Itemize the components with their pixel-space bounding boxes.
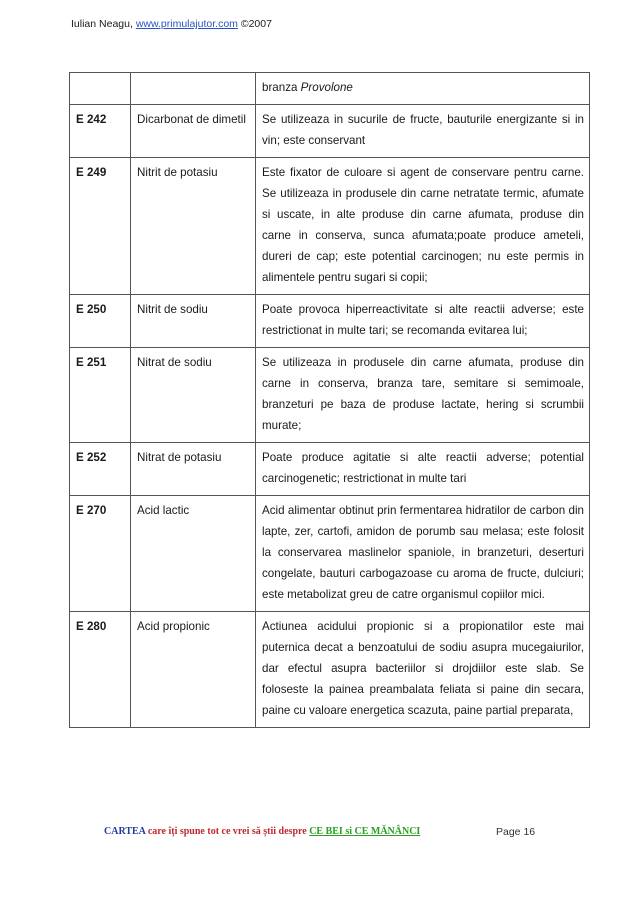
code-cell: E 252: [70, 443, 131, 496]
code-cell: [70, 73, 131, 105]
code-cell: E 242: [70, 105, 131, 158]
table-row: [70, 105, 590, 158]
code-cell: E 249: [70, 158, 131, 295]
copyright-text: ©2007: [240, 18, 272, 30]
author-name: Iulian Neagu,: [71, 18, 133, 30]
description-cell: Poate produce agitatie si alte reactii adverse; potential carcinogenetic; restrictionat in multe tari: [256, 443, 590, 496]
name-cell: Nitrit de potasiu: [131, 158, 256, 295]
page-number: Page 16: [496, 826, 536, 838]
book-title: CARTEA: [104, 826, 146, 837]
description-cell: Poate provoca hiperreactivitate si alte reactii adverse; este restrictionat in multe tari; se recomanda evitarea lui;: [256, 295, 590, 348]
table-row: [70, 348, 590, 443]
description-cell: Acid alimentar obtinut prin fermentarea hidratilor de carbon din lapte, zer, cartofi, amidon de porumb sau melasa; este folosit la conservarea maslinelor spaniole, in branzeturi, deserturi congelate, bauturi carbogazoase cu aroma de fructe, dulciuri; este metabolizat greu de catre organismul copiilor mici.: [256, 496, 590, 612]
table-row: [70, 496, 590, 612]
description-cell: Este fixator de culoare si agent de conservare pentru carne. Se utilizeaza in produsele din carne netratate termic, afumate si uscate, in alte produse din carne afumata, produse din carne in conserva, sunca afumata;poate produce ameteli, dureri de cap; este potential carcinogen; nu este permis in alimentele pentru sugari si copii;: [256, 158, 590, 295]
page-footer: [104, 826, 544, 837]
name-cell: Nitrat de potasiu: [131, 443, 256, 496]
table-row: [70, 295, 590, 348]
name-cell: Dicarbonat de dimetil: [131, 105, 256, 158]
table-row: [70, 158, 590, 295]
description-cell: Se utilizeaza in sucurile de fructe, bauturile energizante si in vin; este conservant: [256, 105, 590, 158]
table-row: [70, 443, 590, 496]
footer-link[interactable]: CE BEI si CE MĂNÂNCI: [309, 826, 421, 837]
website-link[interactable]: www.primulajutor.com: [135, 18, 238, 30]
name-cell: Acid lactic: [131, 496, 256, 612]
code-cell: E 250: [70, 295, 131, 348]
description-cell: Se utilizeaza in produsele din carne afumata, produse din carne in conserva, branza tare, semitare si semimoale, branzeturi pe baza de produse lactate, hering si scrumbii murate;: [256, 348, 590, 443]
footer-tagline: care îți spune tot ce vrei să știi despre: [145, 826, 310, 837]
page-header: [71, 18, 272, 30]
additives-table: [69, 72, 590, 728]
name-cell: Nitrat de sodiu: [131, 348, 256, 443]
description-cell: Actiunea acidului propionic si a propionatilor este mai puternica decat a benzoatului de sodiu asupra mucegaiurilor, dar efectul asupra bacteriilor si drojdiilor este slab. Se foloseste la painea preambalata feliata si paine din secara, paine cu valoare energetica scazuta, paine partial preparata,: [256, 612, 590, 728]
code-cell: E 280: [70, 612, 131, 728]
table-row: [70, 73, 590, 105]
table-row: [70, 612, 590, 728]
code-cell: E 270: [70, 496, 131, 612]
name-cell: Nitrit de sodiu: [131, 295, 256, 348]
cheese-name: Provolone: [300, 81, 353, 94]
description-cell: branza Provolone: [256, 73, 590, 105]
code-cell: E 251: [70, 348, 131, 443]
name-cell: Acid propionic: [131, 612, 256, 728]
name-cell: [131, 73, 256, 105]
